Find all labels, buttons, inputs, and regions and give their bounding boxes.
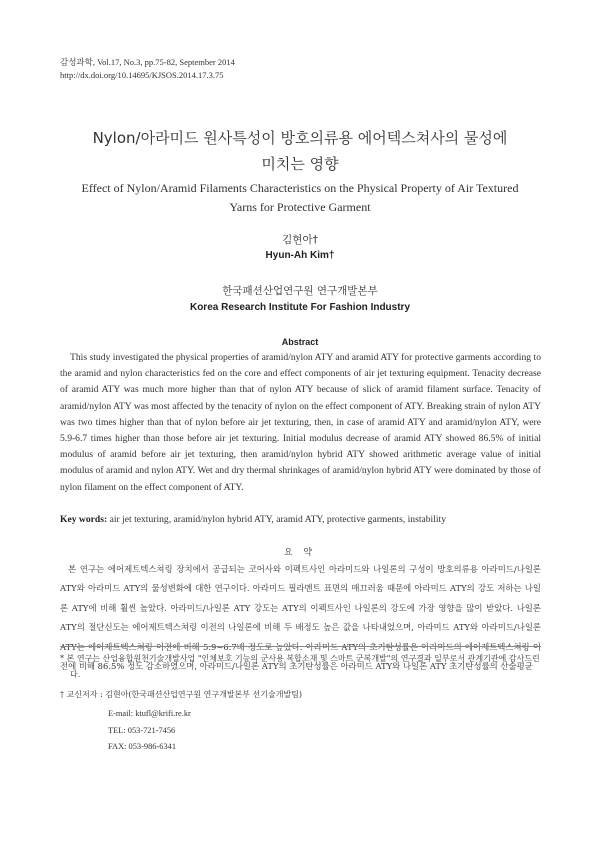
abstract-text: This study investigated the physical properties of aramid/nylon ATY and aramid ATY for protective garments according to the aramid and nylon characteristics fed on the core and effect components of air jet texturing equipment. Tenacity decrease of aramid ATY was much more higher than that of nylon ATY because of slick of aramid filament surface. Tenacity of aramid/nylon ATY was most affected by the tenacity of nylon on the effect component of ATY. Breaking strain of nylon ATY was two times higher than that of nylon before air jet texturing, then, in case of aramid ATY and aramid/nylon ATY, were 5.9-6.7 times higher than those before air jet texturing. Initial modulus decrease of aramid ATY showed 86.5% of initial modulus of aramid before air jet texturing, then aramid/nylon hybrid ATY showed arithmetic average value of initial modulus of aramid and nylon ATY. Wet and dry thermal shrinkages of aramid/nylon hybrid ATY were dominated by those of nylon filament on the effect component of ATY.: [60, 352, 541, 493]
journal-citation: 감성과학, Vol.17, No.3, pp.75-82, September 2014: [60, 57, 235, 67]
footnote-divider: [60, 646, 541, 647]
title-korean-line1: Nylon/아라미드 원사특성이 방호의류용 에어텍스쳐사의 물성에: [92, 129, 508, 147]
keywords-label: Key words:: [60, 514, 108, 525]
contact-tel: TEL: 053-721-7456: [108, 725, 176, 735]
title-korean-line2: 미치는 영향: [261, 155, 339, 173]
contact-fax: FAX: 053-986-6341: [108, 742, 177, 752]
institution-korean: 한국패션산업연구원 연구개발본부: [222, 285, 378, 297]
author-name-english: Hyun-Ah Kim†: [265, 250, 335, 261]
institution-english: Korea Research Institute For Fashion Industry: [189, 302, 411, 313]
title-english: Effect of Nylon/Aramid Filaments Characteristics on the Physical Property of Air Textured Yarns for Protective Garment: [81, 181, 519, 214]
korean-summary-text: 본 연구는 에어제트텍스쳐링 장치에서 공급되는 코어사와 이펙트사인 아라미드와 나일론의 구성이 방호의류용 아라미드/나일론 ATY와 아라미드 ATY의 물성변화에 대한 연구이다. 아라미드 필라멘트 표면의 매끄러움 때문에 아라미드 ATY의 강도 저하는 나일론 ATY에 비해 훨씬 높았다. 아라미드/나일론 ATY 강도는 ATY의 이펙트사인 나일론의 강도에 가장 영향을 많이 받았다. 나일론 ATY의 절단신도는 에어제트텍스쳐링 이전의 나일론에 비해 두 배정도 높은 값을 나타내었으며, 아라미드 ATY와 아라미드/나일론 ATY는 에어제트텍스쳐링 이전에 비해 5.9~6.7배 정도로 높았다. 아라미드 ATY의 초기탄성률은 아라미드의 에어제트텍스쳐링 이전에 비해 86.5% 정도 감소하였으며, 아라미드/나일론 ATY의 초기탄성률은 아라미드 ATY와 나일론 ATY 초기탄성률의 산술평균: [60, 564, 541, 672]
journal-doi[interactable]: http://dx.doi.org/10.14695/KJSOS.2014.17.3.75: [60, 70, 224, 80]
corresponding-author-footnote: † 교신저자 : 김현아(한국패션산업연구원 연구개발본부 선기술개발팀): [60, 690, 303, 699]
contact-email[interactable]: E-mail: ktufl@krifi.re.kr: [108, 709, 191, 718]
keywords-list: air jet texturing, aramid/nylon hybrid ATY, aramid ATY, protective garments, instability: [109, 514, 447, 525]
korean-summary-heading: 요 약: [283, 548, 317, 558]
abstract-heading: Abstract: [281, 337, 319, 347]
journal-header: [60, 56, 235, 82]
contact-info: [108, 706, 191, 756]
author-name-korean: 김현아†: [282, 234, 318, 246]
funding-footnote: * 본 연구는 산업융합원천기술개발사업 "인체보호 기능의 군사용 복합소재 및 스마트 군복개발"의 연구결과 일부로서 관계기관에 감사드린다.: [60, 654, 540, 679]
keywords: [60, 513, 541, 527]
